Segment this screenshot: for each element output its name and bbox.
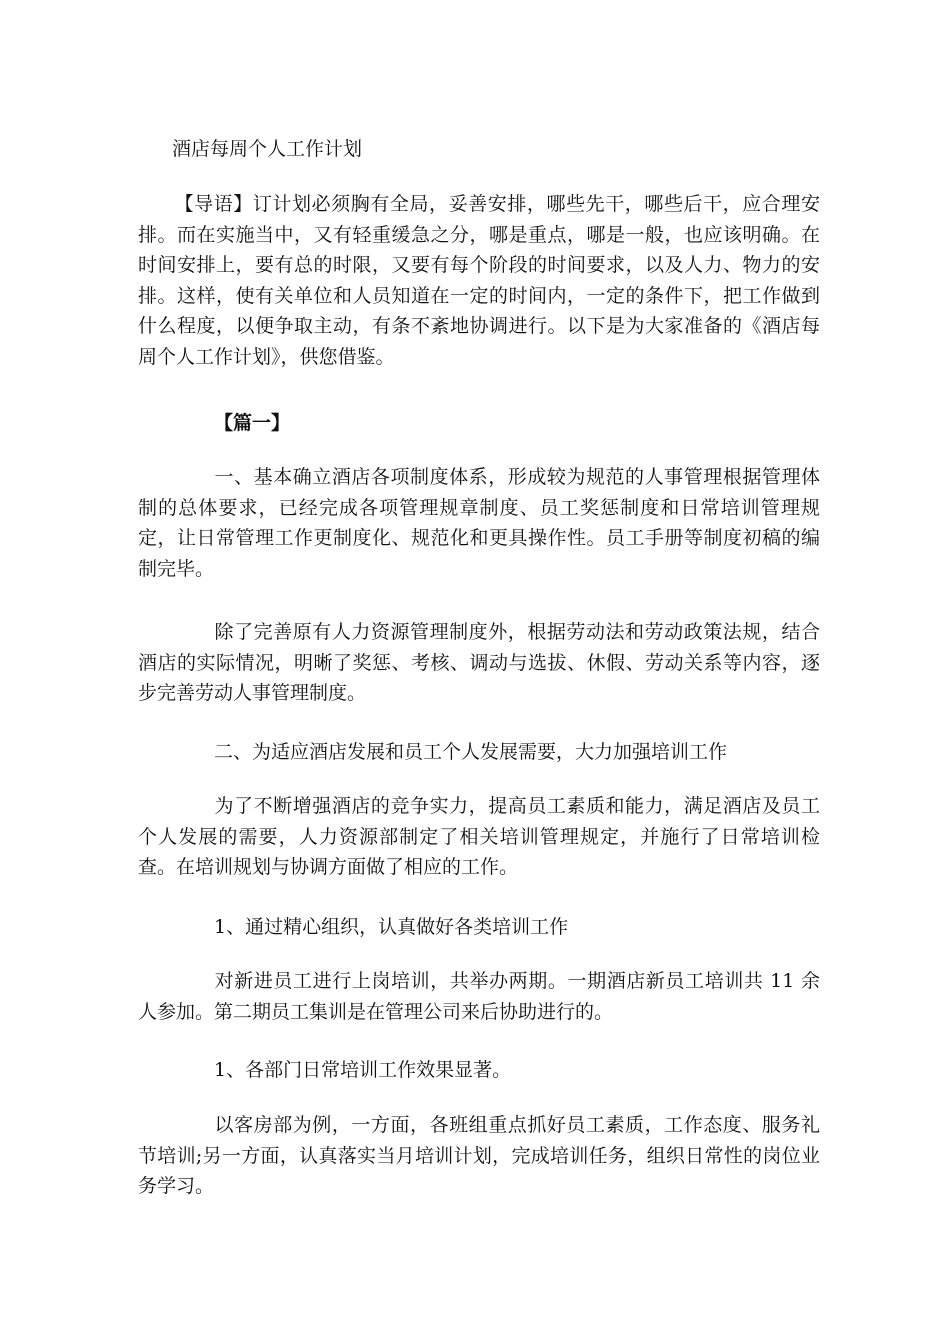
- paragraph-2-text: 除了完善原有人力资源管理制度外，根据劳动法和劳动政策法规，结合酒店的实际情况，明晰了奖惩、考核、调动与选拔、休假、劳动关系等内容，逐步完善劳动人事管理制度。: [138, 621, 820, 704]
- intro-text: 【导语】订计划必须胸有全局，妥善安排，哪些先干，哪些后干，应合理安排。而在实施当中，又有轻重缓急之分，哪是重点，哪是一般，也应该明确。在时间安排上，要有总的时限，又要有每个阶段的时间要求，以及人力、物力的安排。这样，使有关单位和人员知道在一定的时间内，一定的条件下，把工作做到什么程度，以便争取主动，有条不紊地协调进行。以下是为大家准备的《酒店每周个人工作计划》，供您借鉴。: [138, 193, 820, 368]
- paragraph-5: [138, 1110, 820, 1202]
- paragraph-1: [138, 462, 820, 584]
- heading-3: 1、通过精心组织，认真做好各类培训工作: [214, 916, 569, 938]
- paragraph-3-text: 为了不断增强酒店的竞争实力，提高员工素质和能力，满足酒店及员工个人发展的需要，人力资源部制定了相关培训管理规定，并施行了日常培训检查。在培训规划与协调方面做了相应的工作。: [138, 795, 820, 878]
- intro-paragraph: [138, 189, 820, 372]
- paragraph-2: [138, 617, 820, 709]
- document-title: 酒店每周个人工作计划: [172, 138, 363, 160]
- paragraph-5-text: 以客房部为例，一方面，各班组重点抓好员工素质，工作态度、服务礼节培训;另一方面，认真落实当月培训计划，完成培训任务，组织日常性的岗位业务学习。: [138, 1114, 820, 1197]
- heading-2: 二、为适应酒店发展和员工个人发展需要，大力加强培训工作: [214, 741, 728, 763]
- heading-4: 1、各部门日常培训工作效果显著。: [214, 1059, 512, 1081]
- paragraph-1-text: 一、基本确立酒店各项制度体系，形成较为规范的人事管理根据管理体制的总体要求，已经完成各项管理规章制度、员工奖惩制度和日常培训管理规定，让日常管理工作更制度化、规范化和更具操作性。员工手册等制度初稿的编制完毕。: [138, 466, 820, 580]
- paragraph-4: [138, 966, 820, 1027]
- paragraph-3: [138, 791, 820, 883]
- section-label: 【篇一】: [214, 412, 291, 434]
- paragraph-4-text: 对新进员工进行上岗培训，共举办两期。一期酒店新员工培训共 11 余人参加。第二期员工集训是在管理公司来后协助进行的。: [138, 970, 820, 1023]
